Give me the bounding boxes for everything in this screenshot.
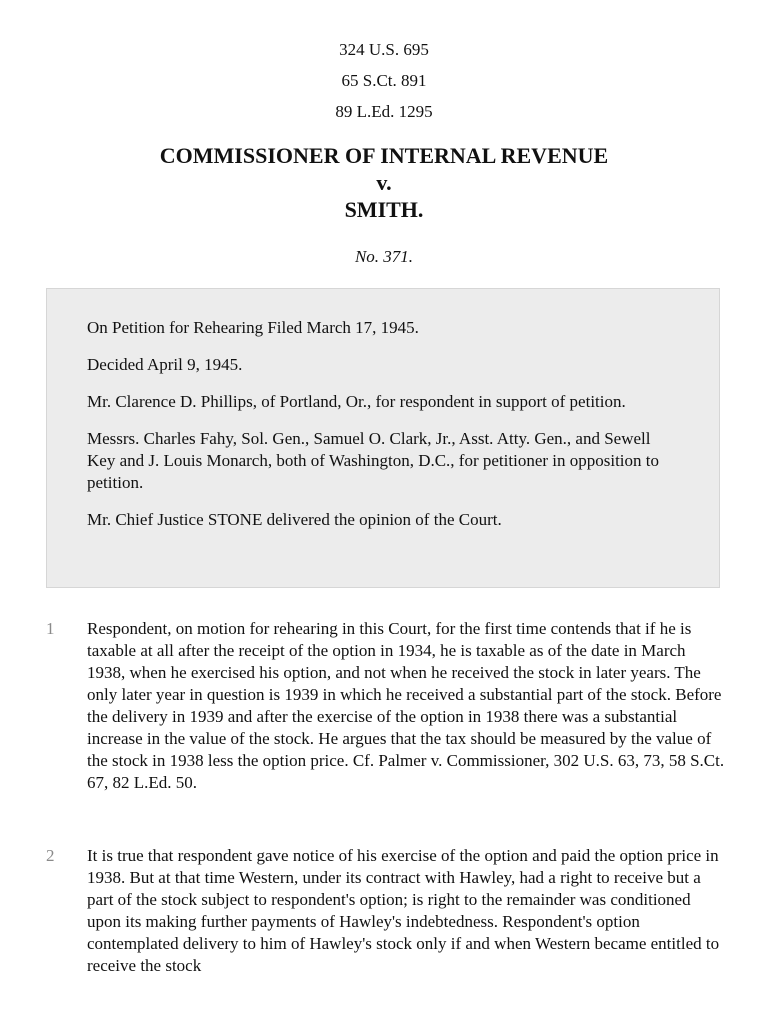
caption-respondent: SMITH. (344, 197, 424, 222)
paragraph-number: 2 (46, 846, 55, 865)
petition-filed-date: On Petition for Rehearing Filed March 17, 1945. (87, 318, 419, 337)
opinion-author: Mr. Chief Justice STONE delivered the opinion of the Court. (87, 510, 502, 529)
citation-supreme-court-reporter: 65 S.Ct. 891 (341, 71, 427, 90)
caption-versus: v. (376, 170, 392, 195)
respondent-counsel: Mr. Clarence D. Phillips, of Portland, Or., for respondent in support of petition. (87, 392, 626, 411)
paragraph-number: 1 (46, 619, 55, 638)
paragraph-text: Respondent, on motion for rehearing in this Court, for the first time contends that if he is taxable at all after the receipt of the option in 1934, he is taxable as of the date in March 1938, when he exercised his option, and not when he received the stock in later years. The only later year in question is 1939 in which he received a substantial part of the stock. Before the delivery in 1939 and after the exercise of the option in 1938 there was a substantial increase in the value of the stock. He argues that the tax should be measured by the value of the stock in 1938 less the option price. Cf. Palmer v. Commissioner, 302 U.S. 63, 73, 58 S.Ct. 67, 82 L.Ed. 50. (87, 619, 725, 792)
case-caption (0, 142, 768, 223)
paragraph-text: It is true that respondent gave notice of his exercise of the option and paid the option price in 1938. But at that time Western, under its contract with Hawley, had a right to receive but a part of the stock subject to respondent's option; is right to the remainder was conditioned upon its making further payments of Hawley's indebtedness. Respondent's option contemplated delivery to him of Hawley's stock only if and when Western became entitled to receive the stock (87, 846, 720, 975)
petitioner-counsel: Messrs. Charles Fahy, Sol. Gen., Samuel O. Clark, Jr., Asst. Atty. Gen., and Sewell Key and J. Louis Monarch, both of Washington, D.C., for petitioner in opposition to petition. (87, 429, 660, 492)
docket-number: No. 371. (354, 247, 414, 266)
citation-lawyers-edition: 89 L.Ed. 1295 (335, 102, 433, 121)
citation-us-reports: 324 U.S. 695 (339, 40, 429, 59)
caption-petitioner: COMMISSIONER OF INTERNAL REVENUE (159, 143, 609, 168)
decision-date: Decided April 9, 1945. (87, 355, 243, 374)
case-summary-box (46, 288, 720, 588)
citations (0, 34, 768, 127)
